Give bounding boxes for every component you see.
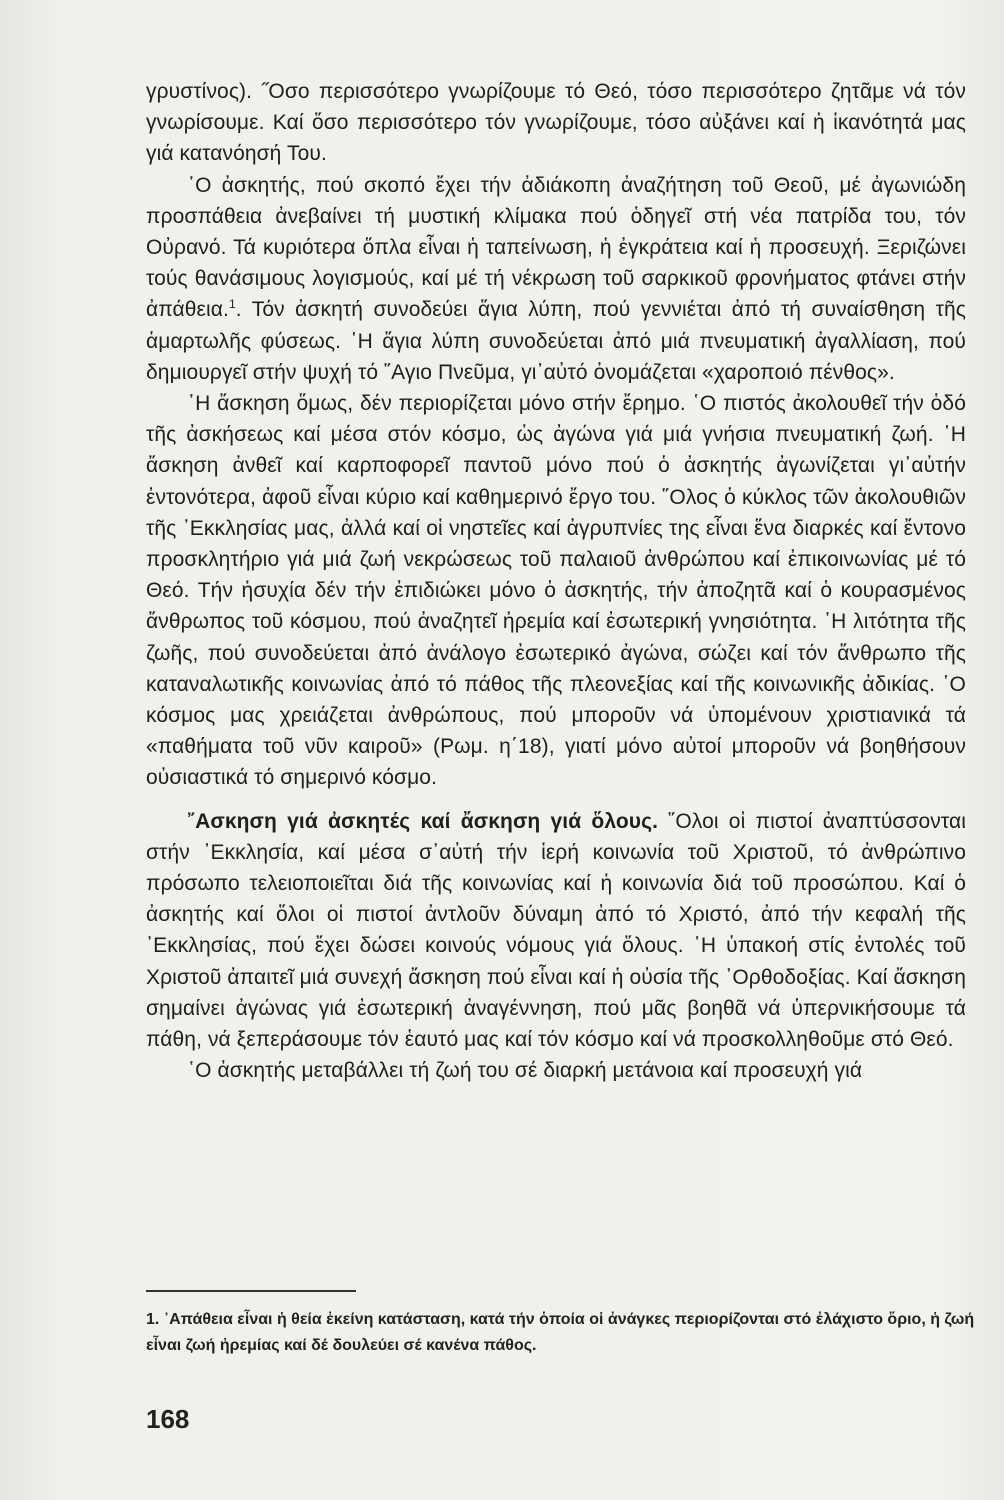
- paragraph-1: γρυστίνος). ˝Οσο περισσότερο γνωρίζουμε τό Θεό, τόσο περισσότερο ζητᾶμε νά τόν γνωρίσουμε. Καί ὅσο περισσότερο τόν γνωρίζουμε, τόσο αὐξάνει καί ἡ ἱκανότητά μας γιά κατανόησή Του.: [146, 80, 966, 166]
- paragraph-2-continuation: . Τόν ἀσκητή συνοδεύει ἅγια λύπη, πού γεννιέται ἀπό τή συναίσθηση τῆς ἁμαρτωλῆς φύσεως. ῾Η ἅγια λύπη συνοδεύεται ἀπό μιά πνευματική ἀγαλλίαση, πού δημιουργεῖ στήν ψυχή τό ῞Αγιο Πνεῦμα, γι᾿αὐτό ὀνομάζεται «χαροποιό πένθος».: [146, 298, 966, 384]
- footnote-mark: 1: [228, 297, 236, 312]
- paragraph-2-text: ῾Ο ἀσκητής, πού σκοπό ἔχει τήν ἀδιάκοπη ἀναζήτηση τοῦ Θεοῦ, μέ ἀγωνιώδη προσπάθεια ἀνεβαίνει τή μυστική κλίμακα πού ὁδηγεῖ στή νέα πατρίδα του, τόν Οὐρανό. Τά κυριότερα ὅπλα εἶναι ἡ ταπείνωση, ἡ ἐγκράτεια καί ἡ προσευχή. Ξεριζώνει τούς θανάσιμους λογισμούς, καί μέ τή νέκρωση τοῦ σαρκικοῦ φρονήματος φτάνει στήν ἀπάθεια.: [146, 173, 966, 322]
- page-number: 168: [146, 1404, 190, 1434]
- footnote: 1. ᾿Απάθεια εἶναι ἡ θεία ἐκείνη κατάσταση, κατά τήν ὁποία οἱ ἀνάγκες περιορίζονται στό ἐλάχιστο ὅριο, ἡ ζωή εἶναι ζωή ἠρεμίας καί δέ δουλεύει σέ κανένα πάθος.: [146, 1311, 975, 1354]
- body-text: [146, 76, 966, 1087]
- paragraph-3: ῾Η ἄσκηση ὅμως, δέν περιορίζεται μόνο στήν ἔρημο. ῾Ο πιστός ἀκολουθεῖ τήν ὁδό τῆς ἀσκήσεως καί μέσα στόν κόσμο, ὡς ἀγώνα γιά μιά γνήσια πνευματική ζωή. ῾Η ἄσκηση ἀνθεῖ καί καρποφορεῖ παντοῦ μόνο πού ὁ ἀσκητής ἀγωνίζεται γι᾿αὐτήν ἐντονότερα, ἀφοῦ εἶναι κύριο καί καθημερινό ἔργο του. ῞Ολος ὁ κύκλος τῶν ἀκολουθιῶν τῆς ᾿Εκκλησίας μας, ἀλλά καί οἱ νηστεῖες καί ἀγρυπνίες της εἶναι ἕνα διαρκές καί ἔντονο προσκλητήριο γιά μιά ζωή νεκρώσεως τοῦ παλαιοῦ ἀνθρώπου καί ἐπικοινωνίας μέ τό Θεό. Τήν ἡσυχία δέν τήν ἐπιδιώκει μόνο ὁ ἀσκητής, τήν ἀποζητᾶ καί ὁ κουρασμένος ἄνθρωπος τοῦ κόσμου, πού ἀναζητεῖ ἠρεμία καί ἐσωτερική γνησιότητα. ῾Η λιτότητα τῆς ζωῆς, πού συνοδεύεται ἀπό ἀνάλογο ἐσωτερικό ἀγώνα, σώζει καί τόν ἄνθρωπο τῆς καταναλωτικῆς κοινωνίας ἀπό τό πάθος τῆς πλεονεξίας καί τῆς κοινωνικῆς ἀδικίας. ῾Ο κόσμος μας χρειάζεται ἀνθρώπους, πού μποροῦν νά ὑπομένουν χριστιανικά τά «παθήματα τοῦ νῦν καιροῦ» (Ρωμ. η΄18), γιατί μόνο αὐτοί μποροῦν νά βοηθήσουν οὐσιαστικά τό σημερινό κόσμο.: [146, 392, 966, 790]
- paragraph-2: [146, 170, 966, 388]
- footnote-divider: [146, 1290, 356, 1292]
- paragraph-5: ῾Ο ἀσκητής μεταβάλλει τή ζωή του σέ διαρκή μετάνοια καί προσευχή γιά: [188, 1059, 863, 1083]
- section-heading: ῎Ασκηση γιά ἀσκητές καί ἄσκηση γιά ὅλους.: [188, 809, 659, 833]
- paragraph-4: [146, 806, 966, 1056]
- paragraph-4-text: ῞Ολοι οἱ πιστοί ἀναπτύσσονται στήν ᾿Εκκλησία, καί μέσα σ᾿αὐτή τήν ἱερή κοινωνία τοῦ Χριστοῦ, τό ἀνθρώπινο πρόσωπο τελειοποιεῖται διά τῆς κοινωνίας καί ἡ κοινωνία διά τοῦ προσώπου. Καί ὁ ἀσκητής καί ὅλοι οἱ πιστοί ἀντλοῦν δύναμη ἀπό τό Χριστό, ἀπό τήν κεφαλή τῆς ᾿Εκκλησίας, πού ἔχει δώσει κοινούς νόμους γιά ὅλους. ῾Η ὑπακοή στίς ἐντολές τοῦ Χριστοῦ ἀπαιτεῖ μιά συνεχή ἄσκηση πού εἶναι καί ἡ οὐσία τῆς ᾿Ορθοδοξίας. Καί ἄσκηση σημαίνει ἀγώνας γιά ἐσωτερική ἀναγέννηση, πού μᾶς βοηθᾶ νά ὑπερνικήσουμε τά πάθη, νά ξεπεράσουμε τόν ἑαυτό μας καί τόν κόσμο καί νά προσκολληθοῦμε στό Θεό.: [146, 809, 967, 1052]
